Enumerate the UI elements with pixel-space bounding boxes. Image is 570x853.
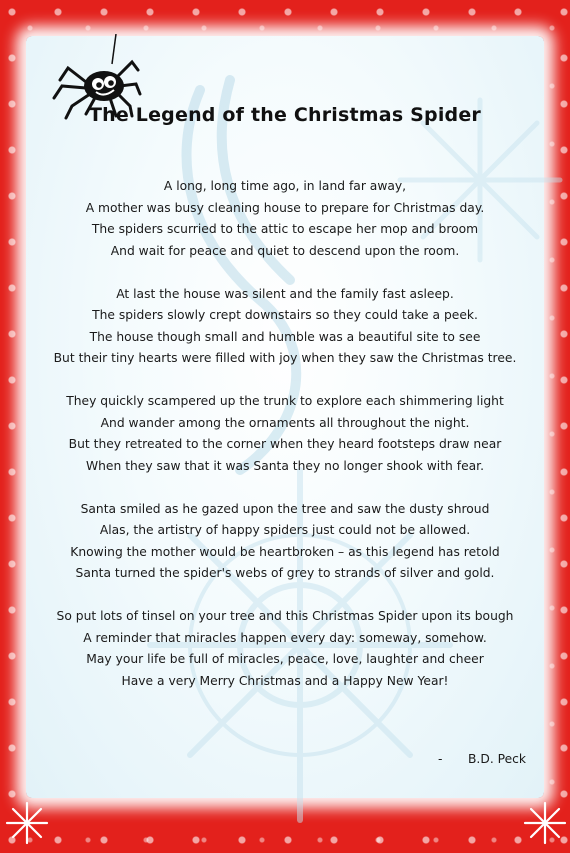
poem-line: And wander among the ornaments all throughout the night. xyxy=(100,415,470,430)
poem-line: Knowing the mother would be heartbroken – as this legend has retold xyxy=(70,544,500,559)
poem-line: The house though small and humble was a beautiful site to see xyxy=(89,329,481,344)
poem-line: The spiders scurried to the attic to escape her mop and broom xyxy=(91,222,479,236)
stanza-4 xyxy=(30,499,540,585)
stanza-1 xyxy=(30,176,540,262)
poem-line: A long, long time ago, in land far away, xyxy=(163,179,407,193)
poem-line: The spiders slowly crept downstairs so they could take a peek. xyxy=(92,308,478,322)
poem-body xyxy=(30,176,540,714)
poem-line: Santa turned the spider's webs of grey to strands of silver and gold. xyxy=(75,566,495,580)
signature-dash: - xyxy=(438,752,443,766)
poem-line: They quickly scampered up the trunk to explore each shimmering light xyxy=(66,394,504,408)
poem-line: Alas, the artistry of happy spiders just could not be allowed. xyxy=(99,523,471,537)
poem-title: The Legend of the Christmas Spider xyxy=(89,104,481,126)
poem-line: A mother was busy cleaning house to prepare for Christmas day. xyxy=(85,200,485,215)
signature-author: B.D. Peck xyxy=(468,752,527,766)
poem-line: But they retreated to the corner when they heard footsteps draw near xyxy=(68,437,502,451)
snowflake-icon xyxy=(4,800,50,846)
stanza-5 xyxy=(30,606,540,692)
snowflake-icon xyxy=(522,800,568,846)
poem-line: At last the house was silent and the family fast asleep. xyxy=(116,286,454,301)
poem-line: But their tiny hearts were filled with joy when they saw the Christmas tree. xyxy=(53,351,517,365)
poem-line: A reminder that miracles happen every day: someway, somehow. xyxy=(83,630,487,645)
poem-line: May your life be full of miracles, peace, love, laughter and cheer xyxy=(86,652,484,666)
poem-line: So put lots of tinsel on your tree and this Christmas Spider upon its bough xyxy=(56,609,514,623)
stanza-2 xyxy=(30,284,540,370)
poem-line: Have a very Merry Christmas and a Happy New Year! xyxy=(121,673,449,688)
poem-line: When they saw that it was Santa they no longer shook with fear. xyxy=(85,458,485,473)
poem-line: Santa smiled as he gazed upon the tree and saw the dusty shroud xyxy=(80,501,490,516)
stanza-3 xyxy=(30,391,540,477)
poem-line: And wait for peace and quiet to descend upon the room. xyxy=(110,243,460,258)
